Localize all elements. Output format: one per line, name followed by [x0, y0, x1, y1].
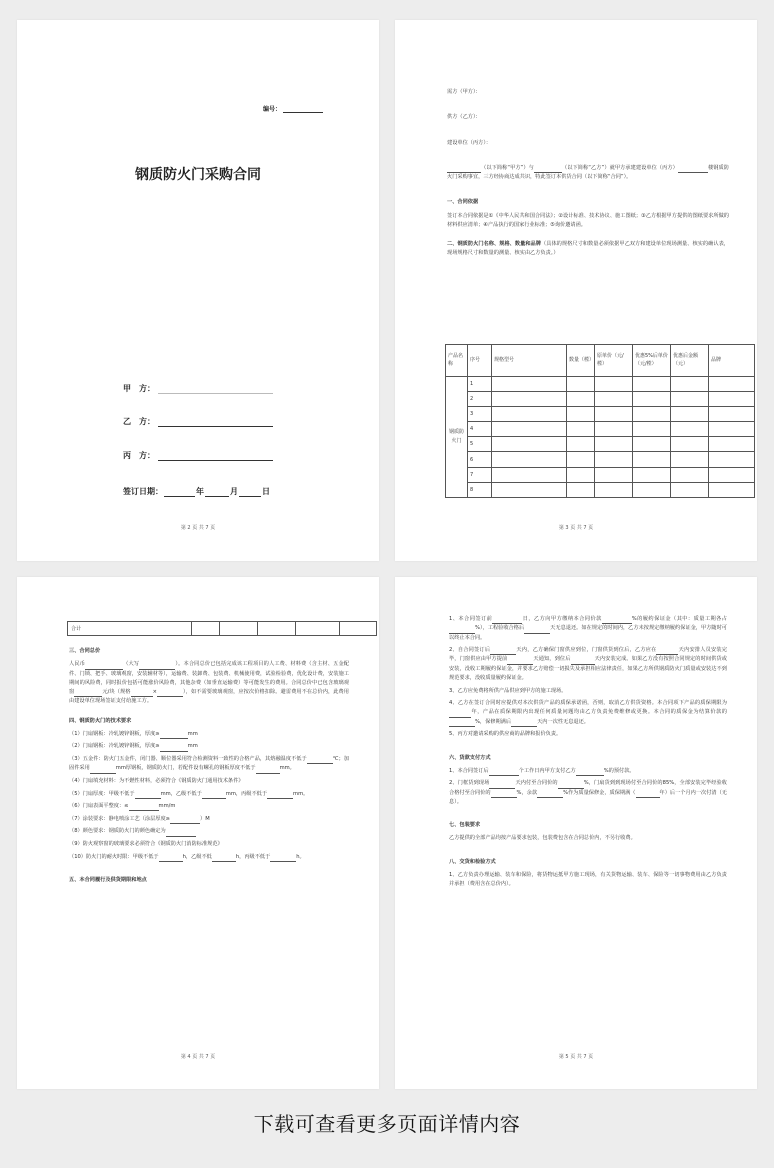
- page-cover: [17, 20, 379, 561]
- clause-2: 2、自合同签订后 天内，乙方确保门窗供应到位，门窗供货到位后，乙方应在 天内安排人员安装完毕，门窗供应由甲方提前 天通知，到位后 天内安装完成。如果乙方没有按照合同规定的时间供货或安装，没收工期履约保证金，并要求乙方赔偿一切损失及承担相应法律责任，如果乙方所供钢质防火门质量或安装达不到规范要求，没收质量履约保证金。: [449, 647, 727, 681]
- header-discount-price: 优惠5%后单价（元/樘）: [633, 345, 671, 377]
- header-index: 序号: [468, 345, 492, 377]
- buyer-line: 需方（甲方）：: [447, 89, 481, 95]
- table-row: 2: [446, 392, 755, 407]
- section-1-body: 签订本合同依据是①《中华人民共和国合同法》；②设计标准、技术协议、施工图纸；③乙方根据甲方提供的图纸要求所做的材料供应清单；④产品执行的国家行业标准；⑤询价邀请函。: [447, 212, 729, 228]
- table-row: 钢质防火门 1: [446, 377, 755, 392]
- page-footer: 第 2 页 共 7 页: [180, 525, 216, 531]
- tech-item-6: （6）门扇表面平整度：≤ mm/m: [69, 802, 349, 811]
- party-b-line: 乙 方：: [123, 416, 273, 427]
- spec-table-header: [446, 345, 755, 377]
- table-row: 3: [446, 407, 755, 422]
- total-table: [67, 621, 377, 636]
- delivery-clause-1: 1、乙方负责办理运输、装车和保险，将货物运抵甲方施工现场，有关货物运输、装车、保险等一切事物费用由乙方负责并承担（费用含在总价内）。: [449, 871, 727, 888]
- intro-paragraph: （以下简称“甲方”）与 （以下简称“乙方”）就甲方承建建设单位（丙方） 楼钢质防火门采购事宜，三方经协商达成共识，特此签订本供货合同（以下简称“合同”）。: [447, 164, 729, 180]
- tech-item-10: （10）防火门的耐火时限：甲级不低于 h，乙级不低 h，丙级不低于 h。: [69, 853, 349, 862]
- party-a-blank: [158, 385, 273, 394]
- section-7-title: 七、包装要求: [449, 822, 481, 829]
- section-4-title: 四、钢质防火门的技术要求: [69, 717, 132, 724]
- table-row: 7: [446, 467, 755, 482]
- section-1-title: 一、合同依据: [447, 199, 479, 206]
- clause-3: 3、乙方应免费将所供产品供应到甲方的施工现场。: [449, 687, 567, 694]
- party-c-line: 丙 方：: [123, 450, 273, 461]
- table-row: 5: [446, 437, 755, 452]
- header-amount: 优惠后金额（元）: [671, 345, 709, 377]
- tech-item-4: （4）门扇填充材料：为不燃性材料，必须符合《钢质防火门通用技术条件》: [69, 777, 244, 784]
- table-row: 8: [446, 482, 755, 497]
- section-5-title: 五、本合同履行及供货期限和地点: [69, 877, 147, 884]
- payment-clause-2: 2、门框货到现场 天内付至合同价的 %，门扇货到到现场付至合同价的85%，全部安装完毕经验收合格付至合同价的 %，余款 %作为质量保修金，质保期满（ 年）后一个月内一次付清（无息）。: [449, 780, 727, 805]
- header-model: 规格型号: [492, 345, 567, 377]
- header-brand: 品牌: [709, 345, 755, 377]
- contract-number: 编号：: [263, 104, 323, 113]
- page-footer: 第 5 页 共 7 页: [558, 1054, 594, 1060]
- tech-item-9: （9）防火观察窗的玻璃要求必须符合《钢质防火门消防标准规范》: [69, 841, 223, 848]
- packaging-clause: 乙方提供的全部产品均按产品要求包装，包装费包含在合同总价内，不另行收费。: [449, 835, 636, 842]
- sign-date-line: 签订日期： 年 月 日: [123, 487, 270, 496]
- tech-item-5: （5）门扇厚度：甲级不低于 mm，乙级不低于 mm，丙级不低于 mm。: [69, 790, 349, 799]
- download-more-caption[interactable]: 下载可查看更多页面详情内容: [253, 1112, 521, 1136]
- table-row: 4: [446, 422, 755, 437]
- tech-item-3: （3）五金件：防火门五金件，闭门器、顺位器采用符合检测资料一致性的合格产品，其熔融温度不低于 ℃；加固件采用 mm厚钢板，钢质防火门，若配件设有螺孔的钢板厚度不低于 mm。: [69, 755, 349, 774]
- party-b-blank: [158, 418, 273, 427]
- party-a-line: 甲 方：: [123, 383, 273, 394]
- payment-clause-1: 1、本合同签订后 个工作日内甲方支付乙方 %的预付款。: [449, 767, 727, 776]
- page-price-and-tech: [17, 577, 379, 1089]
- page2-content: [447, 88, 729, 262]
- tech-item-8: （8）颜色要求：钢质防火门的颜色确定为: [69, 827, 349, 836]
- tech-item-7: （7）涂装要求：静电喷涂工艺（涂层厚度≥ ）M: [69, 815, 349, 824]
- total-row: [68, 622, 377, 636]
- party-c-blank: [158, 452, 273, 461]
- page-parties-and-spec: [395, 20, 757, 561]
- builder-line: 建设单位（丙方）：: [447, 139, 492, 146]
- section-3-title: 三、合同总价: [69, 648, 101, 654]
- page-footer: 第 4 页 共 7 页: [180, 1054, 216, 1060]
- section-8-title: 八、交货和检验方式: [449, 858, 496, 865]
- clause-4: 4、乙方在签订合同时应提供对本次供货产品的质保承诺函，否则，取消乙方供货资格。本合同项下产品的质保期限为年，产品在质保期限内出现任何质量问题均由乙方负责免费维修或更换。本合同的质保金为结算价款的%，保修期满后 天内一次性无息退还。: [449, 699, 727, 727]
- spec-table: [445, 344, 755, 498]
- clause-1: 1、本合同签订前 日，乙方向甲方缴纳本合同价款 %的履约保证金（其中：质量工期各占%），工程验收合格后 天无息退还。如在规定的时间内，乙方未按规定缴纳履约保证金，甲方随时可以终止本合同。: [449, 616, 727, 641]
- document-title: 钢质防火门采购合同: [135, 167, 261, 183]
- total-label: 合计: [68, 622, 192, 636]
- header-product-name: 产品名称: [446, 345, 468, 377]
- section-2-title: 二、钢质防火门名称、规格、数量和品牌: [447, 241, 542, 247]
- tech-item-2: （2）门扇钢板：冷轧镀锌钢板，厚度≥ mm: [69, 742, 349, 751]
- number-blank: [283, 106, 323, 113]
- product-name-cell: 钢质防火门: [446, 377, 468, 498]
- section-3-body: 人民币 （大写 ）。本合同总价已包括完成该工程项目的人工费、材料费（含主材、五金配件、门锁、把手、玻璃观窗，安装辅材等），运输费、装卸费、包装费、机械使用费，试验检验费，优化设计费，安装施工期间的风险费，同时报价包括可能涨价风险费，其他杂费（如垂直运输费）等可能发生的费用。合同总价中已包含玻璃观窗 元/块（规格 × ），如不需要玻璃观窗，应按次价格扣除。避雷费用不在总价内，此费用由建设单位现场签证支付给施工方。: [69, 661, 349, 705]
- section-6-title: 六、货款支付方式: [449, 754, 491, 761]
- supplier-line: 供方（乙方）：: [447, 114, 481, 121]
- page3-content: [69, 647, 349, 889]
- clause-5: 5、丙方对邀请采购的供应商的品牌和报价负责。: [449, 731, 562, 738]
- section-2-body: 二、钢质防火门名称、规格、数量和品牌（具体的规格尺寸和数量必须依据甲乙双方和建设单位现场测量、核实的确认表，现场规格尺寸和数量的测量、核实由乙方负责。）: [447, 241, 729, 257]
- page-footer: 第 3 页 共 7 页: [558, 525, 594, 531]
- header-quantity: 数量（樘）: [567, 345, 595, 377]
- header-unit-price: 原单价（元/樘）: [595, 345, 633, 377]
- page4-content: [449, 615, 727, 893]
- table-row: 6: [446, 452, 755, 467]
- tech-item-1: （1）门扇钢板：冷轧镀锌钢板，厚度≥ mm: [69, 730, 349, 739]
- page-payment-and-delivery: [395, 577, 757, 1089]
